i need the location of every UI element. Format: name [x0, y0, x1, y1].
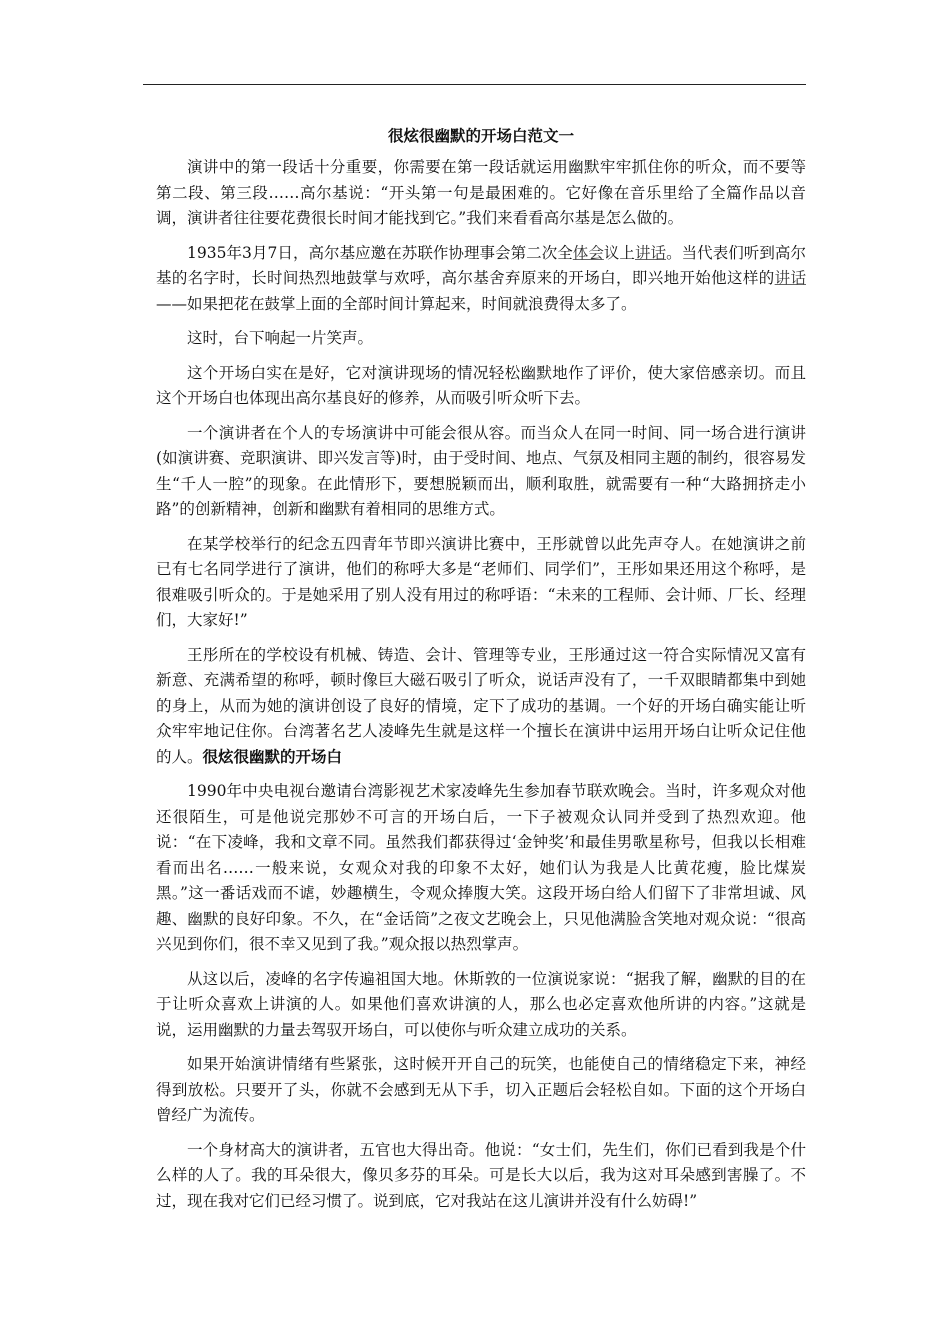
paragraph-7 — [156, 643, 806, 771]
link-jianghua-1[interactable]: 讲话 — [634, 243, 667, 262]
paragraph-2-text-c: 。当代表们听到高尔基的名字时，长时间热烈地鼓掌与欢呼，高尔基舍弃原来的开场白，即兴地开始他这样的 — [156, 243, 806, 287]
paragraph-6: 在某学校举行的纪念五四青年节即兴演讲比赛中，王彤就曾以此先声夺人。在她演讲之前已有七名同学进行了演讲，他们的称呼大多是“老师们、同学们”，王彤如果还用这个称呼，是很难吸引听众的。于是她采用了别人没有用过的称呼语：“未来的工程师、会计师、厂长、经理们，大家好!” — [156, 534, 806, 629]
paragraph-5: 一个演讲者在个人的专场演讲中可能会很从容。而当众人在同一时间、同一场合进行演讲(如演讲赛、竞职演讲、即兴发言等)时，由于受时间、地点、气氛及相同主题的制约，很容易发生“千人一腔”的现象。在此情形下，要想脱颖而出，顺利取胜，就需要有一种“大路拥挤走小路”的创新精神，创新和幽默有着相同的思维方式。 — [156, 423, 806, 518]
paragraph-7-bold-heading: 很炫很幽默的开场白 — [202, 747, 343, 766]
paragraph-2-text-b: 议上 — [603, 243, 635, 262]
paragraph-9: 从这以后，凌峰的名字传遍祖国大地。休斯敦的一位演说家说：“据我了解，幽默的目的在于让听众喜欢上讲演的人。如果他们喜欢讲演的人，那么也必定喜欢他所讲的内容。”这就是说，运用幽默的力量去驾驭开场白，可以使你与听众建立成功的关系。 — [156, 969, 806, 1039]
link-tihui[interactable]: 体会 — [572, 243, 604, 262]
paragraph-7-text: 王彤所在的学校设有机械、铸造、会计、管理等专业，王彤通过这一符合实际情况又富有新意、充满希望的称呼，顿时像巨大磁石吸引了听众，说话声没有了，一千双眼睛都集中到她的身上，从而为她的演讲创设了良好的情境，定下了成功的基调。一个好的开场白确实能让听众牢牢地记住你。台湾著名艺人凌峰先生就是这样一个擅长在演讲中运用开场白让听众记住他的人。 — [156, 645, 806, 766]
paragraph-2 — [156, 241, 806, 318]
document-body — [156, 123, 806, 1223]
paragraph-10: 如果开始演讲情绪有些紧张，这时候开开自己的玩笑，也能使自己的情绪稳定下来，神经得到放松。只要开了头，你就不会感到无从下手，切入正题后会轻松自如。下面的这个开场白曾经广为流传。 — [156, 1055, 806, 1124]
paragraph-11: 一个身材高大的演讲者，五官也大得出奇。他说：“女士们，先生们，你们已看到我是个什么样的人了。我的耳朵很大，像贝多芬的耳朵。可是长大以后，我为这对耳朵感到害臊了。不过，现在我对它们已经习惯了。说到底，它对我站在这儿演讲并没有什么妨碍!” — [156, 1140, 806, 1210]
paragraph-2-text-a: 1935年3月7日，高尔基应邀在苏联作协理事会第二次全 — [187, 243, 573, 262]
paragraph-1: 演讲中的第一段话十分重要，你需要在第一段话就运用幽默牢牢抓住你的听众，而不要等第二段、第三段……高尔基说：“开头第一句是最困难的。它好像在音乐里给了全篇作品以音调，演讲者往往要花费很长时间才能找到它。”我们来看看高尔基是怎么做的。 — [156, 158, 806, 227]
paragraph-3: 这时，台下响起一片笑声。 — [187, 329, 374, 347]
document-title: 很炫很幽默的开场白范文一 — [387, 127, 574, 145]
link-jianghua-2[interactable]: 讲话 — [774, 269, 806, 287]
paragraph-8: 1990年中央电视台邀请台湾影视艺术家凌峰先生参加春节联欢晚会。当时，许多观众对他还很陌生，可是他说完那妙不可言的开场白后，一下子被观众认同并受到了热烈欢迎。他说：“在下凌峰，我和文章不同。虽然我们都获得过‘金钟奖’和最佳男歌星称号，但我以长相难看而出名……一般来说，女观众对我的印象不太好，她们认为我是人比黄花瘦，脸比煤炭黑。”这一番话戏而不谑，妙趣横生，令观众捧腹大笑。这段开场白给人们留下了非常坦诚、风趣、幽默的良好印象。不久，在“金话筒”之夜文艺晚会上，只见他满脸含笑地对观众说：“很高兴见到你们，很不幸又见到了我。”观众报以热烈掌声。 — [156, 782, 806, 953]
header-rule — [143, 84, 806, 85]
paragraph-4: 这个开场白实在是好，它对演讲现场的情况轻松幽默地作了评价，使大家倍感亲切。而且这个开场白也体现出高尔基良好的修养，从而吸引听众听下去。 — [156, 363, 806, 407]
paragraph-2-text-d: ——如果把花在鼓掌上面的全部时间计算起来，时间就浪费得太多了。 — [156, 294, 637, 313]
